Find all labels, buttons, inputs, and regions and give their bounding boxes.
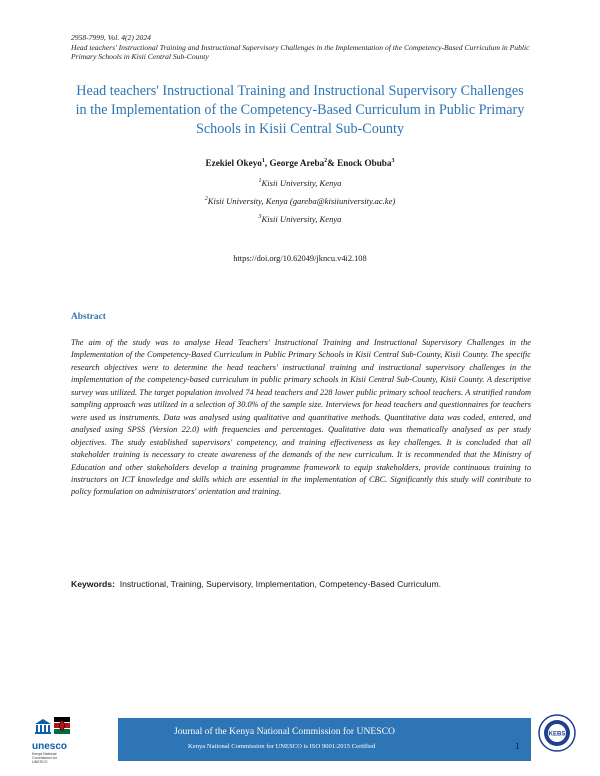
author-mark: 3: [391, 157, 395, 164]
seal-label: KEBS: [548, 731, 566, 738]
footer-banner: [118, 718, 531, 761]
kenya-flag-icon: [54, 717, 70, 735]
affiliation: [70, 196, 530, 206]
iso-certification: Kenya National Commission for UNESCO is ISO 9001:2015 Certified: [188, 743, 376, 750]
author-name: Enock Obuba: [337, 158, 392, 168]
author-name: Ezekiel Okeyo: [205, 158, 262, 168]
keywords: [71, 579, 541, 589]
abstract-text: The aim of the study was to analyse Head Teachers' Instructional Training and Instructional Supervisory Challenges in the Implementation of the Competency-Based Curriculum in Public Primary Schools in Kisii Central Sub-County, Kisii County. The specific research objectives were to determine the head teachers' instructional training and instructional supervisory challenges in the implementation of the competency-based curriculum in public primary schools in Kisii Central Sub-County, Kisii County. A descriptive survey was utilized. The target population involved 74 head teachers and 228 lower public primary school teachers. A stratified random sampling approach was utilized in a selection of 30.0% of the sample size. Interviews for head teachers and questionnaires for teachers were used as instruments. Data was analysed using qualitative and quantitative methods. Quantitative data was coded, entered, and analysed using SPSS (Version 22.0) with frequencies and percentages. Qualitative data was thematically analysed as per study objectives. The study established supervisors' competency, and training effectiveness as key challenges. It is concluded that all stakeholder training is necessary to create awareness of the demands of the new curriculum. It is recommended that the Ministry of Education and other stakeholders develop a training programme framework to equip stakeholders, provide continuous training to instructors on ICT knowledge and skills which are essential in the implementation of CBC. Significantly this study will contribute to policy formulation on administrators' orientation and training.: [71, 338, 531, 497]
affiliation: [70, 214, 530, 224]
running-title: Head teachers' Instructional Training and Instructional Supervisory Challenges in the Implementation of the Competency-Based Curriculum in Public Primary Schools in Kisii Central Sub-County: [71, 42, 530, 62]
author-list: [70, 158, 530, 168]
issn-line: 2958-7999, Vol. 4(2) 2024: [71, 33, 151, 42]
kebs-seal-icon: [538, 714, 576, 752]
author-mark: 2: [324, 157, 328, 164]
affiliation-mark: 2: [204, 196, 208, 203]
page-number: 1: [515, 741, 520, 751]
keywords-label: Keywords:: [71, 579, 115, 589]
author-separator: &: [327, 158, 338, 168]
keywords-text: Instructional, Training, Supervisory, Implementation, Competency-Based Curriculum.: [119, 579, 442, 589]
abstract-heading: Abstract: [71, 312, 106, 322]
affiliation-mark: 1: [258, 178, 262, 185]
affiliation-text: Kisii University, Kenya: [261, 178, 342, 188]
paper-title: Head teachers' Instructional Training and Instructional Supervisory Challenges in the Implementation of the Competency-Based Curriculum in Public Primary Schools in Kisii Central Sub-County: [75, 83, 525, 137]
running-header: [71, 33, 541, 62]
doi-link[interactable]: https://doi.org/10.62049/jkncu.v4i2.108: [233, 254, 367, 263]
affiliation: [70, 178, 530, 188]
affiliation-text: Kisii University, Kenya (gareba@kisiiuniversity.ac.ke): [207, 196, 396, 206]
journal-name: Journal of the Kenya National Commission for UNESCO: [174, 726, 395, 737]
logo-caption: Kenya National Commission for UNESCO: [32, 752, 57, 764]
author-name: George Areba: [269, 158, 325, 168]
author-mark: 1: [261, 157, 265, 164]
author-separator: ,: [264, 158, 270, 168]
unesco-wordmark: unesco: [32, 741, 68, 752]
affiliation-text: Kisii University, Kenya: [261, 214, 342, 224]
affiliation-mark: 3: [258, 214, 262, 221]
